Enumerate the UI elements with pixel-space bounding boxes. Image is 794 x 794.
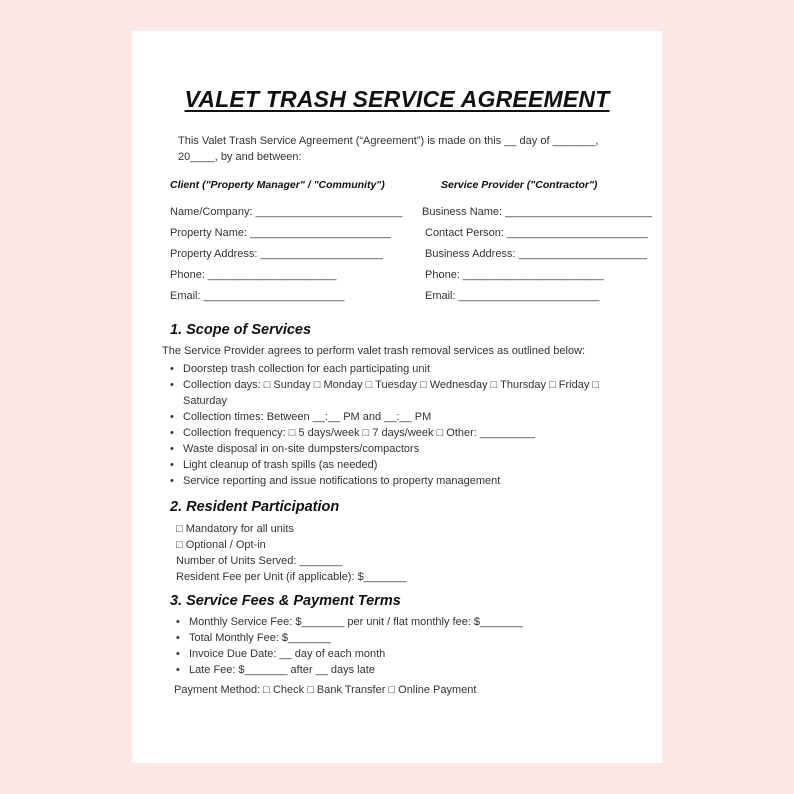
client-property-name-field: Property Name: _______________________ xyxy=(170,227,391,239)
client-email-field: Email: _______________________ xyxy=(170,290,345,302)
list-item: • Collection frequency: □ 5 days/week □ 7 days/week □ Other: _________ xyxy=(170,425,610,441)
units-served-field: Number of Units Served: _______ xyxy=(176,555,343,567)
list-item: • Total Monthly Fee: $_______ xyxy=(176,630,616,646)
section-1-lead: The Service Provider agrees to perform valet trash removal services as outlined below: xyxy=(162,345,586,357)
section-2-heading: 2. Resident Participation xyxy=(170,499,340,515)
document-page xyxy=(132,31,662,763)
list-item: • Collection days: □ Sunday □ Monday □ Tuesday □ Wednesday □ Thursday □ Friday □ Saturday xyxy=(170,377,610,409)
section-3-heading: 3. Service Fees & Payment Terms xyxy=(170,593,401,609)
list-item: • Invoice Due Date: __ day of each month xyxy=(176,646,616,662)
provider-business-address-field: Business Address: _____________________ xyxy=(425,248,648,260)
list-item: • Monthly Service Fee: $_______ per unit / flat monthly fee: $_______ xyxy=(176,614,616,630)
provider-heading: Service Provider ("Contractor") xyxy=(441,179,598,191)
client-property-address-field: Property Address: ____________________ xyxy=(170,248,383,260)
list-item: • Service reporting and issue notifications to property management xyxy=(170,473,610,489)
provider-phone-field: Phone: _______________________ xyxy=(425,269,604,281)
provider-business-name-field: Business Name: ________________________ xyxy=(422,206,652,218)
section-2-lines xyxy=(176,521,407,585)
section-1-list xyxy=(170,361,610,489)
provider-contact-person-field: Contact Person: _______________________ xyxy=(425,227,648,239)
section-3-list xyxy=(176,614,616,678)
client-heading: Client ("Property Manager" / "Community") xyxy=(170,179,385,191)
payment-method-line: Payment Method: □ Check □ Bank Transfer □ Online Payment xyxy=(174,684,477,696)
list-item: • Waste disposal in on-site dumpsters/compactors xyxy=(170,441,610,457)
list-item: • Collection times: Between __:__ PM and __:__ PM xyxy=(170,409,610,425)
list-item: • Late Fee: $_______ after __ days late xyxy=(176,662,616,678)
provider-email-field: Email: _______________________ xyxy=(425,290,600,302)
section-1-heading: 1. Scope of Services xyxy=(170,322,312,338)
list-item: • Doorstep trash collection for each participating unit xyxy=(170,361,610,377)
mandatory-option: □ Mandatory for all units xyxy=(176,523,294,535)
client-name-field: Name/Company: ________________________ xyxy=(170,206,403,218)
resident-fee-field: Resident Fee per Unit (if applicable): $_______ xyxy=(176,571,407,583)
list-item: • Light cleanup of trash spills (as needed) xyxy=(170,457,610,473)
document-title: VALET TRASH SERVICE AGREEMENT xyxy=(184,86,610,112)
intro-paragraph: This Valet Trash Service Agreement (“Agreement”) is made on this __ day of _______, 20____, by and between: xyxy=(178,135,599,163)
optional-option: □ Optional / Opt-in xyxy=(176,539,266,551)
client-phone-field: Phone: _____________________ xyxy=(170,269,337,281)
